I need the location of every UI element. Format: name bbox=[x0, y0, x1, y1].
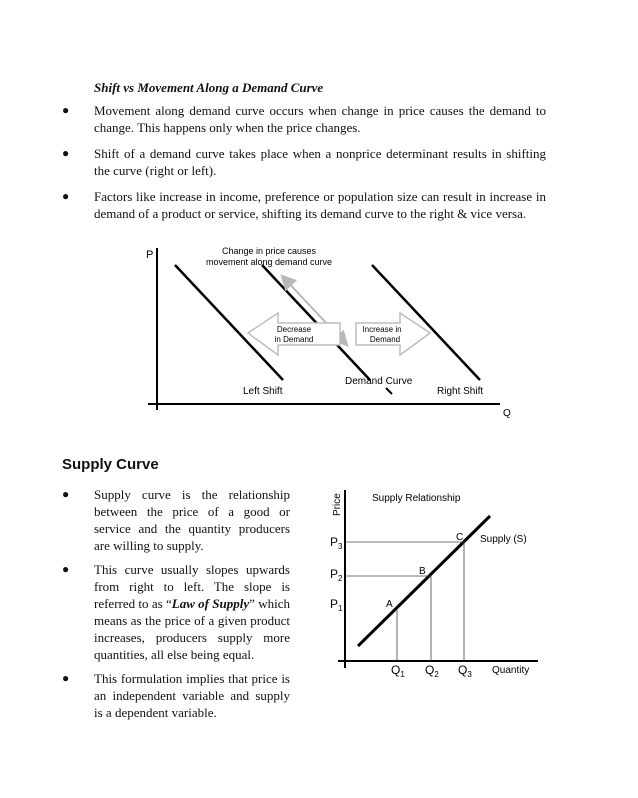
quantity-axis-label: Quantity bbox=[492, 665, 530, 676]
bullet-icon: ● bbox=[62, 671, 70, 685]
point-b-label: B bbox=[419, 566, 426, 577]
p3-label: $P_3$ bbox=[330, 535, 343, 551]
bullet-text: Movement along demand curve occurs when change in price causes the demand to change. This happens only when the price changes. bbox=[94, 103, 546, 135]
right-shift-label: Right Shift bbox=[437, 386, 484, 397]
increase-label-line2: Demand bbox=[369, 335, 401, 344]
quantity-axis-label: Q bbox=[503, 408, 511, 419]
price-axis-label: Price bbox=[332, 493, 343, 516]
q3-label: $Q_3$ bbox=[458, 663, 472, 679]
bullet-icon: ● bbox=[62, 189, 70, 203]
supply-curve-label: Supply (S) bbox=[480, 534, 527, 545]
law-of-supply-term: Law of Supply bbox=[171, 596, 250, 611]
bullet-icon: ● bbox=[62, 562, 70, 576]
bullet-icon: ● bbox=[62, 103, 70, 117]
bullet-text-post: ” which means as the price of a given product increases, producers supply more quantities, all else being equal. bbox=[94, 596, 290, 662]
section-heading: Shift vs Movement Along a Demand Curve bbox=[94, 80, 324, 95]
movement-note-line1: Change in price causes bbox=[221, 246, 317, 256]
bullet-text: This formulation implies that price is an independent variable and supply is a dependent variable. bbox=[94, 671, 290, 720]
bullet-text: Factors like increase in income, preference or population size can result in increase in demand of a product or service, shifting its demand curve to the right & vice versa. bbox=[94, 189, 546, 221]
p2-label: $P_2$ bbox=[330, 567, 343, 583]
p1-label: $P_1$ bbox=[330, 597, 343, 613]
price-axis-label: P bbox=[146, 249, 154, 261]
decrease-label-line1: Decrease bbox=[276, 325, 312, 334]
demand-curve-label: Demand Curve bbox=[345, 376, 413, 387]
decrease-label-line2: in Demand bbox=[274, 335, 314, 344]
increase-label-line1: Increase in bbox=[362, 325, 402, 334]
bullet-text: Supply curve is the relationship between the price of a good or service and the quantity producers are willing to supply. bbox=[94, 487, 290, 553]
bullet-text-pre: This curve usually slopes upwards from right to left. The slope is referred to as “ bbox=[94, 562, 290, 611]
bullet-text: Shift of a demand curve takes place when a nonprice determinant results in shifting the curve (right or left). bbox=[94, 146, 546, 178]
bullet-icon: ● bbox=[62, 487, 70, 501]
point-a-label: A bbox=[386, 599, 393, 610]
bullet-icon: ● bbox=[62, 146, 70, 160]
q1-label: $Q_1$ bbox=[391, 663, 405, 679]
left-shift-label: Left Shift bbox=[243, 386, 283, 397]
q2-label: $Q_2$ bbox=[425, 663, 439, 679]
supply-curve-line bbox=[358, 516, 490, 646]
section-title: Supply Curve bbox=[62, 456, 159, 473]
point-c-label: C bbox=[456, 532, 464, 543]
movement-note-line2: movement along demand curve bbox=[205, 257, 333, 267]
supply-chart-title: Supply Relationship bbox=[372, 493, 461, 504]
